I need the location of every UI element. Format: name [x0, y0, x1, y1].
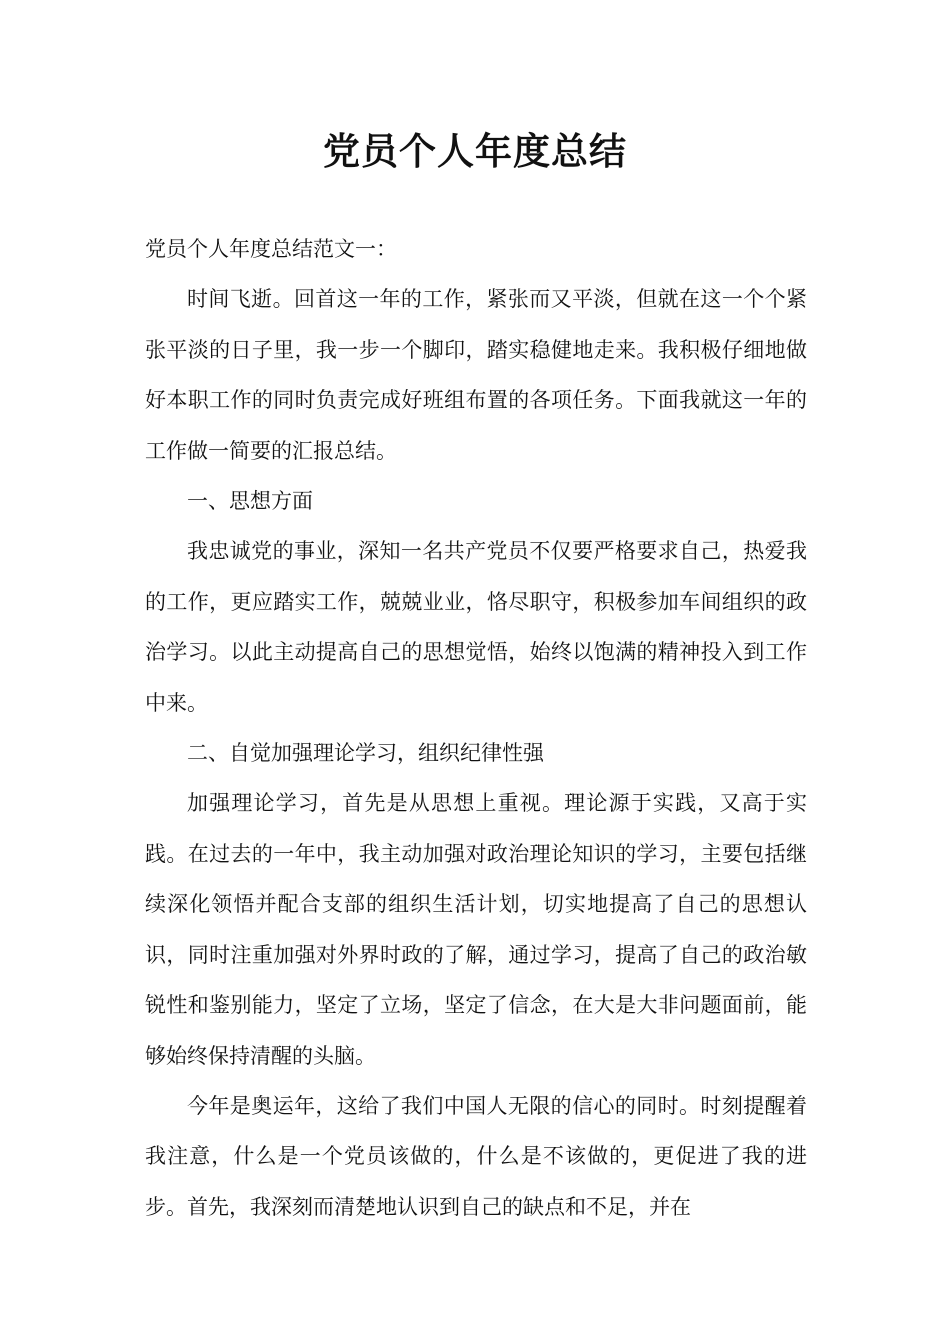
paragraph-olympics: 今年是奥运年，这给了我们中国人无限的信心的同时。时刻提醒着我注意，什么是一个党员该做的，什么是不该做的，更促进了我的进步。首先，我深刻而清楚地认识到自己的缺点和不足，并在	[145, 1093, 807, 1219]
paragraph-thought: 我忠诚党的事业，深知一名共产党员不仅要严格要求自己，热爱我的工作，更应踏实工作，兢兢业业，恪尽职守，积极参加车间组织的政治学习。以此主动提高自己的思想觉悟，始终以饱满的精神投入到工作中来。	[145, 539, 807, 715]
document-body	[145, 224, 807, 1232]
section-heading-thought: 一、思想方面	[187, 489, 313, 514]
section-heading-theory: 二、自觉加强理论学习，组织纪律性强	[187, 741, 544, 766]
paragraph-theory: 加强理论学习，首先是从思想上重视。理论源于实践，又高于实践。在过去的一年中，我主动加强对政治理论知识的学习，主要包括继续深化领悟并配合支部的组织生活计划，切实地提高了自己的思想认识，同时注重加强对外界时政的了解，通过学习，提高了自己的政治敏锐性和鉴别能力，坚定了立场，坚定了信念，在大是大非问题面前，能够始终保持清醒的头脑。	[145, 791, 807, 1068]
intro-line: 党员个人年度总结范文一：	[145, 237, 397, 261]
document-title: 党员个人年度总结	[323, 130, 627, 173]
paragraph-opening: 时间飞逝。回首这一年的工作，紧张而又平淡，但就在这一个个紧张平淡的日子里，我一步一个脚印，踏实稳健地走来。我积极仔细地做好本职工作的同时负责完成好班组布置的各项任务。下面我就这一年的工作做一简要的汇报总结。	[145, 287, 807, 463]
